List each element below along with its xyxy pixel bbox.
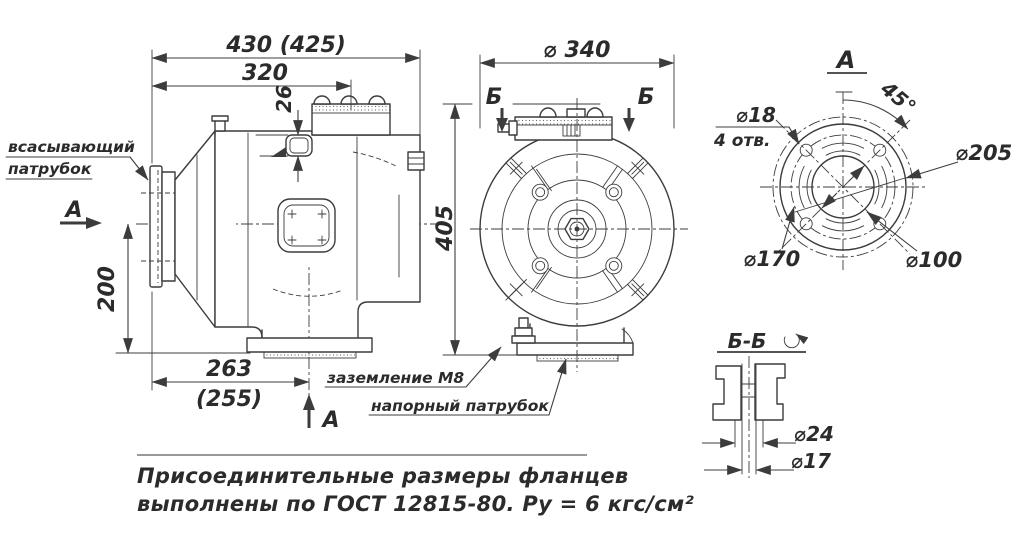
dim-d24-text: ⌀24 (794, 422, 834, 446)
section-b-b (702, 329, 834, 478)
dim-405-text: 405 (433, 205, 458, 251)
note-line1: Присоединительные размеры фланцев (137, 464, 629, 488)
section-mark-a-left (60, 198, 102, 229)
grounding-label-text: заземление М8 (327, 369, 465, 387)
dim-4otv-text: 4 отв. (714, 131, 771, 151)
dim-263-text: 263 (206, 357, 252, 382)
dim-200-text: 200 (95, 266, 120, 312)
grounding-bolt (512, 318, 535, 343)
section-mark-b-left (486, 85, 508, 132)
section-a-bottom-text: А (322, 408, 340, 433)
section-mark-b-right (623, 85, 654, 132)
dim-d24 (702, 422, 834, 447)
rotated-section-icon (784, 334, 799, 348)
dim-d170 (744, 207, 800, 271)
view-a (713, 46, 1012, 272)
dim-d100-text: ⌀100 (905, 248, 963, 272)
suction-label-line2: патрубок (8, 160, 92, 178)
dim-45deg (836, 76, 921, 129)
cover-bolt (369, 96, 385, 104)
suction-label-line1: всасывающий (8, 138, 135, 156)
section-a-left-text: А (65, 198, 83, 223)
dim-d18-text: ⌀18 (736, 103, 776, 127)
dim-405 (433, 104, 517, 355)
dim-d18 (713, 103, 799, 151)
dim-d170-text: ⌀170 (743, 247, 801, 271)
dim-255-text: (255) (195, 387, 263, 412)
section-b-right-text: Б (637, 85, 655, 110)
discharge-flange (247, 330, 372, 358)
front-top-cover (498, 104, 612, 140)
suction-label (6, 138, 148, 180)
dim-d205-text: ⌀205 (955, 141, 1013, 165)
view-a-title: А (836, 46, 856, 74)
cover-bolt (314, 96, 330, 104)
dim-45-text: 45° (876, 76, 921, 119)
note-line2: выполнены по ГОСТ 12815-80. Ру = 6 кгс/см² (137, 492, 694, 516)
note-block (137, 455, 694, 516)
section-b-left-text: Б (485, 85, 503, 110)
dim-d17-text: ⌀17 (791, 449, 831, 473)
dim-overall-text: 430 (425) (226, 33, 346, 58)
dim-d340-text: ⌀ 340 (543, 38, 611, 63)
discharge-label-text: напорный патрубок (371, 397, 549, 415)
bushing-section (713, 356, 785, 478)
dim-26-text: 26 (272, 85, 296, 113)
suction-cone (175, 131, 215, 327)
inspection-plate (278, 199, 335, 252)
dim-320-text: 320 (242, 61, 288, 86)
side-boss-bolt (408, 152, 424, 170)
vent-pipe (509, 121, 517, 135)
cover-bolt (341, 96, 357, 104)
section-mark-a-bottom (303, 394, 340, 433)
section-bb-title: Б-Б (727, 329, 767, 353)
